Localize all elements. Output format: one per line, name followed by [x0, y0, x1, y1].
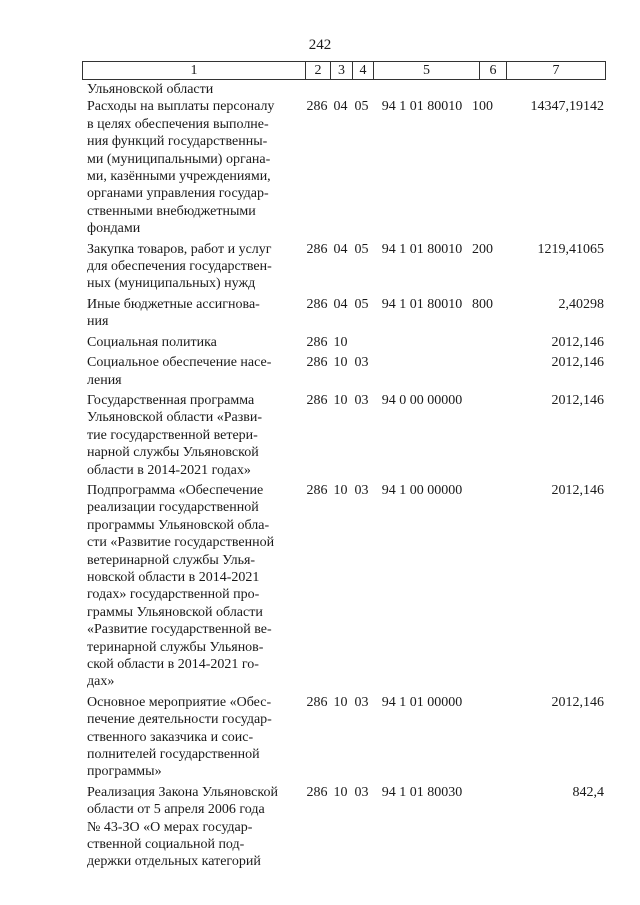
table-row [87, 98, 607, 237]
description-line: печение деятельности государ- [87, 712, 272, 728]
code-target: 94 1 01 00000 [381, 694, 463, 710]
header-col-6: 6 [480, 62, 507, 79]
description-line: годах» государственной про- [87, 587, 260, 603]
description-line: ственными внебюджетными [87, 203, 256, 219]
description-line: сти «Развитие государственной [87, 535, 275, 551]
description-line: ственной социальной под- [87, 837, 245, 853]
code-expense-type: 800 [472, 296, 493, 312]
header-col-5: 5 [374, 62, 480, 79]
row-description [87, 334, 301, 351]
header-col-3: 3 [331, 62, 353, 79]
description-line: Социальная политика [87, 334, 217, 350]
description-line: Социальное обеспечение насе- [87, 355, 272, 371]
code-expense-type: 100 [472, 99, 493, 115]
code-subsection: 03 [354, 355, 369, 371]
code-subsection: 03 [354, 482, 369, 498]
code-target: 94 1 01 80010 [381, 241, 463, 257]
code-subsection [351, 81, 372, 98]
description-line: органами управления государ- [87, 186, 269, 202]
table-row [87, 241, 607, 293]
code-target [372, 354, 472, 389]
description-line: ных (муниципальных) нужд [87, 276, 256, 292]
row-description [87, 241, 301, 293]
description-line: дах» [87, 674, 115, 690]
code-expense-type [472, 392, 494, 479]
row-description [87, 694, 301, 781]
code-section: 10 [333, 784, 348, 800]
amount: 2012,146 [551, 694, 604, 710]
code-subsection: 05 [354, 241, 369, 257]
row-description [87, 354, 301, 389]
code-section: 04 [333, 99, 348, 115]
description-line: ми (муниципальными) органа- [87, 151, 271, 167]
code-ministry: 286 [306, 334, 328, 350]
code-expense-type [472, 694, 494, 781]
code-section [330, 81, 351, 98]
description-line: Иные бюджетные ассигнова- [87, 296, 260, 312]
code-target: 94 1 00 00000 [381, 482, 463, 498]
table-row [87, 354, 607, 389]
code-section: 10 [333, 334, 348, 350]
code-subsection: 03 [354, 694, 369, 710]
table-row [87, 81, 607, 98]
table-row [87, 482, 607, 691]
description-line: Ульяновской области «Разви- [87, 410, 263, 426]
code-expense-type [472, 81, 494, 98]
description-line: реализации государственной [87, 500, 259, 516]
code-section: 10 [333, 694, 348, 710]
header-col-2: 2 [306, 62, 331, 79]
row-description [87, 296, 301, 331]
amount [494, 81, 606, 98]
code-section: 10 [333, 355, 348, 371]
table-row [87, 296, 607, 331]
description-line: ми, казёнными учреждениями, [87, 169, 271, 185]
code-subsection: 05 [354, 296, 369, 312]
code-ministry: 286 [306, 392, 328, 408]
code-section: 10 [333, 392, 348, 408]
description-line: области от 5 апреля 2006 года [87, 802, 265, 818]
table-row [87, 784, 607, 871]
page-number: 242 [308, 37, 332, 53]
amount: 1219,41065 [537, 241, 604, 257]
description-line: фондами [87, 221, 141, 237]
description-line: теринарной службы Ульянов- [87, 639, 264, 655]
code-ministry: 286 [306, 482, 328, 498]
code-expense-type [472, 482, 494, 691]
description-line: Подпрограмма «Обеспечение [87, 482, 264, 498]
amount: 2012,146 [551, 355, 604, 371]
table-row [87, 392, 607, 479]
amount: 2012,146 [551, 392, 604, 408]
code-section: 04 [333, 296, 348, 312]
amount: 842,4 [572, 784, 604, 800]
description-line: Ульяновской области [87, 82, 214, 97]
code-ministry: 286 [306, 241, 328, 257]
code-target [372, 81, 472, 98]
code-subsection: 03 [354, 392, 369, 408]
description-line: в целях обеспечения выполне- [87, 116, 269, 132]
code-expense-type [472, 784, 494, 871]
amount: 2,40298 [558, 296, 604, 312]
description-line: ственного заказчика и соис- [87, 729, 254, 745]
amount: 2012,146 [551, 482, 604, 498]
description-line: ветеринарной службы Улья- [87, 552, 256, 568]
row-description [87, 784, 301, 871]
description-line: программы» [87, 764, 162, 780]
code-ministry: 286 [306, 296, 328, 312]
description-line: Расходы на выплаты персоналу [87, 99, 275, 115]
row-description [87, 482, 301, 691]
code-section: 10 [333, 482, 348, 498]
table-row [87, 694, 607, 781]
description-line: ления [87, 372, 122, 388]
code-ministry [304, 81, 330, 98]
description-line: области в 2014-2021 годах» [87, 462, 251, 478]
code-ministry: 286 [306, 99, 328, 115]
code-target: 94 1 01 80010 [381, 296, 463, 312]
description-line: программы Ульяновской обла- [87, 517, 270, 533]
description-line: ния функций государственны- [87, 134, 268, 150]
header-col-1: 1 [83, 62, 306, 79]
code-target: 94 1 01 80010 [381, 99, 463, 115]
code-subsection [351, 334, 372, 351]
code-subsection: 03 [354, 784, 369, 800]
description-line: № 43-ЗО «О мерах государ- [87, 819, 253, 835]
code-ministry: 286 [306, 355, 328, 371]
description-line: Государственная программа [87, 392, 255, 408]
code-target [372, 334, 472, 351]
code-expense-type: 200 [472, 241, 493, 257]
table-header [82, 61, 606, 80]
header-col-7: 7 [552, 63, 560, 78]
amount: 2012,146 [551, 334, 604, 350]
description-line: Закупка товаров, работ и услуг [87, 241, 272, 257]
description-line: ния [87, 314, 109, 330]
code-target: 94 0 00 00000 [381, 392, 463, 408]
table-row [87, 334, 607, 351]
code-target: 94 1 01 80030 [381, 784, 463, 800]
description-line: новской области в 2014-2021 [87, 569, 260, 585]
code-section: 04 [333, 241, 348, 257]
description-line: Реализация Закона Ульяновской [87, 784, 278, 800]
description-line: Основное мероприятие «Обес- [87, 694, 272, 710]
code-expense-type [472, 334, 494, 351]
code-ministry: 286 [306, 694, 328, 710]
table-body [87, 81, 607, 874]
row-description [87, 392, 301, 479]
row-description [87, 81, 301, 98]
row-description [87, 98, 301, 237]
amount: 14347,19142 [530, 99, 604, 115]
description-line: ской области в 2014-2021 го- [87, 657, 259, 672]
code-ministry: 286 [306, 784, 328, 800]
header-col-4: 4 [353, 62, 374, 79]
description-line: нарной службы Ульяновской [87, 445, 259, 461]
description-line: полнителей государственной [87, 747, 260, 763]
code-expense-type [472, 354, 494, 389]
description-line: тие государственной ветери- [87, 427, 258, 443]
description-line: «Развитие государственной ве- [87, 622, 272, 638]
description-line: для обеспечения государствен- [87, 259, 272, 275]
code-subsection: 05 [354, 99, 369, 115]
description-line: граммы Ульяновской области [87, 604, 263, 620]
description-line: держки отдельных категорий [87, 854, 261, 870]
